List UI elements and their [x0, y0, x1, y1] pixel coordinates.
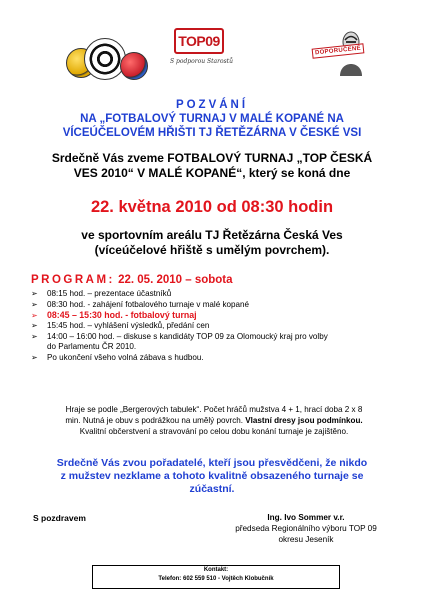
top09-logo	[170, 28, 233, 65]
recommended-stamp: DOPORUČENÉ	[312, 43, 365, 58]
logo-subtitle: S podporou Starostů	[170, 58, 233, 65]
bullet-arrow-icon: ➢	[31, 299, 38, 309]
program-label: PROGRAM:	[31, 274, 115, 286]
soccer-ball-icon	[84, 38, 126, 80]
contact-box	[92, 565, 340, 589]
closing-line-1: Srdečně Vás zvou pořadatelé, kteří jsou přesvědčeni, že nikdo	[56, 457, 368, 469]
sports-balls-image	[66, 38, 154, 84]
program-list	[31, 289, 391, 363]
recommended-badge	[312, 30, 360, 80]
closing-line-2: z mužstev nezklame a tohoto kvalitně obsazeného turnaje se	[60, 470, 364, 482]
rules-line-3: Kvalitní občerstvení a stravování po celou dobu konání turnaje je zajištěno.	[79, 427, 349, 436]
intro-line-2: VES 2010“ V MALÉ KOPANÉ“, který se koná dne	[73, 166, 351, 180]
invitation-heading: POZVÁNÍ	[175, 99, 249, 111]
signer-name: Ing. Ivo Sommer v.r.	[267, 513, 345, 522]
venue-line-1: ve sportovním areálu TJ Řetězárna Česká Ves	[81, 228, 343, 242]
program-item-highlight: ➢ 08:45 – 15:30 hod. - fotbalový turnaj	[31, 310, 197, 320]
bullet-arrow-icon: ➢	[31, 289, 38, 298]
closing-paragraph	[0, 457, 424, 496]
signature-block	[218, 513, 394, 545]
program-item: ➢ 08:15 hod. – prezentace účastníků	[31, 289, 172, 298]
title-line-2: VÍCEÚČELOVÉM HŘIŠTI TJ ŘETĚZÁRNA V ČESKÉ VSI	[62, 127, 362, 139]
closing-line-3: zúčastní.	[189, 483, 235, 495]
rules-line-2: min. Nutná je obuv s podrážkou na umělý povrch. Vlastní dresy jsou podmínkou.	[65, 416, 363, 425]
logo-brand: TOP09	[174, 28, 224, 54]
intro-line-1: Srdečně Vás zveme FOTBALOVÝ TURNAJ „TOP ČESKÁ	[51, 151, 373, 165]
program-heading	[31, 274, 233, 286]
program-date: 22. 05. 2010 – sobota	[118, 274, 233, 286]
bullet-arrow-icon: ➢	[31, 331, 38, 341]
program-item: ➢ 08:30 hod. - zahájení fotbalového turnaje v malé kopané	[31, 299, 250, 309]
rules-line-1: Hraje se podle „Bergerových tabulek“. Počet hráčů mužstva 4 + 1, hrací doba 2 x 8	[65, 405, 363, 414]
signer-role-line-2: okresu Jeseník	[278, 534, 334, 544]
title-line-1: NA „FOTBALOVÝ TURNAJ V MALÉ KOPANÉ NA	[80, 113, 344, 125]
contact-phone: Telefon: 602 559 510 - Vojtěch Klobučník	[158, 576, 274, 582]
signer-role-line-1: předseda Regionálního výboru TOP 09	[235, 523, 377, 533]
program-item: ➢ 14:00 – 16:00 hod. – diskuse s kandidáty TOP 09 za Olomoucký kraj pro volby do Parlamentu ČR 2010.	[31, 331, 328, 351]
program-item: ➢ 15:45 hod. – vyhlášení výsledků, předání cen	[31, 321, 210, 330]
event-date: 22. května 2010 od 08:30 hodin	[90, 198, 334, 216]
greeting: S pozdravem	[33, 513, 86, 523]
bullet-arrow-icon: ➢	[31, 311, 38, 320]
bullet-arrow-icon: ➢	[31, 321, 38, 330]
rules-jersey-note: Vlastní dresy jsou podmínkou.	[245, 416, 363, 425]
rules-paragraph	[34, 404, 394, 437]
contact-label: Kontakt:	[203, 567, 229, 573]
ball-icon	[120, 52, 148, 80]
program-item: ➢ Po ukončení všeho volná zábava s hudbou.	[31, 352, 204, 362]
bullet-arrow-icon: ➢	[31, 352, 38, 362]
venue-line-2: (víceúčelové hřiště s umělým povrchem).	[94, 243, 330, 257]
